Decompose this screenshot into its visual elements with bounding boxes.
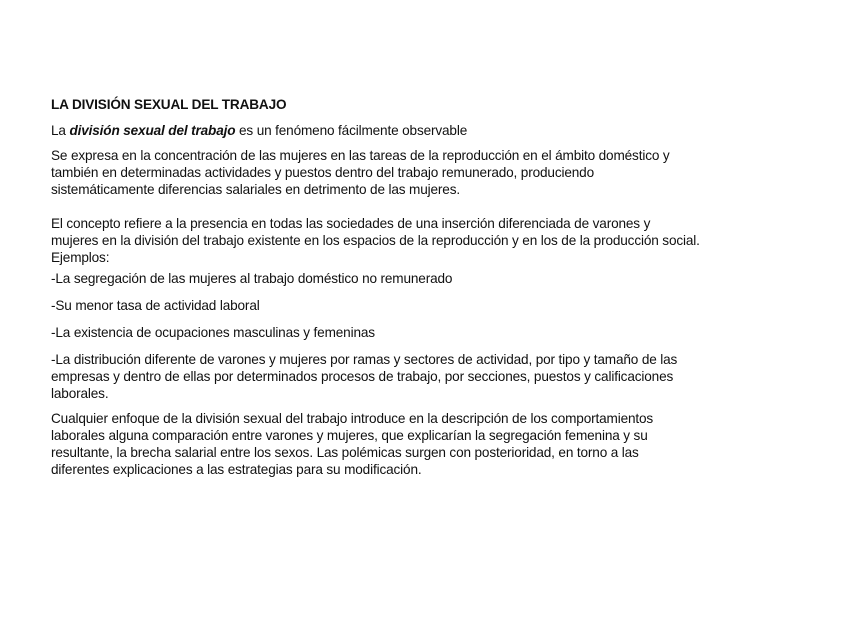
example-line: empresas y dentro de ellas por determinados procesos de trabajo, por secciones, puestos y calificaciones <box>51 369 674 384</box>
paragraph-line: también en determinadas actividades y puestos dentro del trabajo remunerado, produciendo <box>51 165 594 180</box>
example-item <box>51 270 751 287</box>
paragraph-approach <box>51 410 751 478</box>
document-page <box>51 96 751 478</box>
intro-emphasis: división sexual del trabajo <box>69 123 236 138</box>
intro-suffix: es un fenómeno fácilmente observable <box>235 123 468 138</box>
intro-paragraph <box>51 122 751 139</box>
example-line: -Su menor tasa de actividad laboral <box>51 298 260 313</box>
example-item <box>51 297 751 314</box>
intro-prefix: La <box>51 123 70 138</box>
example-line: -La existencia de ocupaciones masculinas y femeninas <box>51 325 375 340</box>
examples-heading: Ejemplos: <box>51 250 110 265</box>
example-item <box>51 324 751 341</box>
example-line: -La segregación de las mujeres al trabajo doméstico no remunerado <box>51 271 453 286</box>
paragraph-line: sistemáticamente diferencias salariales en detrimento de las mujeres. <box>51 182 460 197</box>
example-line: -La distribución diferente de varones y mujeres por ramas y sectores de actividad, por tipo y tamaño de las <box>51 352 678 367</box>
paragraph-line: mujeres en la división del trabajo existente en los espacios de la reproducción y en los de la producción social. <box>51 233 700 248</box>
paragraph-line: El concepto refiere a la presencia en todas las sociedades de una inserción diferenciada de varones y <box>51 216 651 231</box>
paragraph-expression <box>51 147 751 198</box>
paragraph-line: Cualquier enfoque de la división sexual del trabajo introduce en la descripción de los comportamientos <box>51 411 654 426</box>
paragraph-line: diferentes explicaciones a las estrategias para su modificación. <box>51 462 422 477</box>
example-line: laborales. <box>51 386 109 401</box>
document-title: LA DIVISIÓN SEXUAL DEL TRABAJO <box>51 97 287 112</box>
example-item <box>51 351 751 402</box>
paragraph-line: resultante, la brecha salarial entre los sexos. Las polémicas surgen con posterioridad, en torno a las <box>51 445 639 460</box>
paragraph-line: laborales alguna comparación entre varones y mujeres, que explicarían la segregación femenina y su <box>51 428 648 443</box>
paragraph-line: Se expresa en la concentración de las mujeres en las tareas de la reproducción en el ámbito doméstico y <box>51 148 670 163</box>
paragraph-concept <box>51 215 751 266</box>
